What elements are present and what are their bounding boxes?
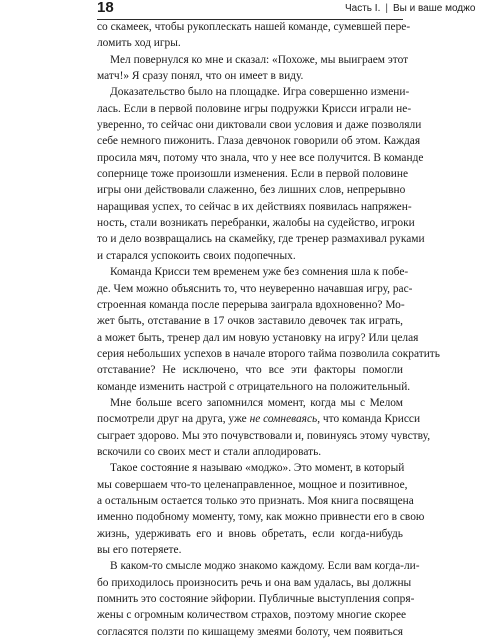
paragraph xyxy=(97,395,431,460)
text-line: ломить ход игры. xyxy=(97,37,181,50)
running-head-separator: | xyxy=(385,3,388,14)
emphasis: не сомневаясь xyxy=(249,413,318,426)
text-line: В каком-то смысле моджо знакомо каждому. Если вам когда-ли- xyxy=(110,560,420,573)
page-number: 18 xyxy=(97,0,114,16)
text-line: уверенно, то сейчас они диктовали свои условия и даже позволяли xyxy=(97,119,422,132)
text-line: себе немного пижонить. Глаза девчонок говорили об этом. Каждая xyxy=(97,135,421,148)
text-line: сопернице тоже произошли изменения. Если в первой половине xyxy=(97,168,409,181)
text-line: Мне больше всего запомнился момент, когда мы с Мелом xyxy=(110,396,403,409)
text-line: серия небольших успехов в начале второго тайма позволила сократить xyxy=(97,347,440,360)
text-line: со скамеек, чтобы рукоплескать нашей команде, сумевшей пере- xyxy=(97,21,411,33)
text-line: игры они действовали слаженно, без лишних слов, непрерывно xyxy=(97,184,406,197)
text-line: отставание? Не исключено, что все эти факторы помогли xyxy=(97,364,403,377)
text-line: то и дело возвращались на скамейку, где тренер размахивал руками xyxy=(97,233,425,246)
text-line: лась. Если в первой половине игры подружки Крисси играли не- xyxy=(97,102,412,115)
running-head xyxy=(345,3,475,14)
text-line: и старался успокоить своих подопечных. xyxy=(97,249,296,262)
text-line: де. Чем можно объяснить то, что неуверенно начавшая игру, рас- xyxy=(97,282,413,295)
text-line: а может быть, тренер дал им новую установку на игру? Или целая xyxy=(97,331,419,344)
text-line: строенная команда после перерыва заиграла вдохновенно? Мо- xyxy=(97,298,405,311)
text-line: согласятся ползти по кишащему змеями болоту, чем появиться xyxy=(97,625,403,638)
running-head-chapter: Вы и ваше моджо xyxy=(392,3,476,14)
paragraph xyxy=(97,460,425,558)
text-line: ность, стали возникать перебранки, жалобы на судейство, игроки xyxy=(97,217,415,230)
running-head-part: Часть I. xyxy=(345,3,381,14)
text-line: именно подобному моменту, тому, как можно привнести его в свою xyxy=(97,511,425,524)
text-line: жены с огромным количеством страхов, поэтому многие скорее xyxy=(97,609,407,622)
text-line: помнить это состояние эйфории. Публичные выступления сопря- xyxy=(97,593,415,606)
body-text xyxy=(97,19,440,640)
text-line: посмотрели друг на друга, уже не сомневаясь, что команда Крисси xyxy=(97,413,421,426)
paragraph xyxy=(97,558,420,640)
paragraph xyxy=(97,84,425,264)
text-line: бо приходилось произносить речь и она вам удалась, вы должны xyxy=(97,576,412,589)
text-line: команде изменить настрой с отрицательного на положительный. xyxy=(97,380,411,393)
text-line: вы его потеряете. xyxy=(97,544,182,556)
paragraph xyxy=(97,264,440,395)
text-line: просила мяч, потому что знала, что у нее все получится. В команде xyxy=(97,151,424,164)
text-line: а остальным остается только это признать. Моя книга посвящена xyxy=(97,494,414,507)
text-line: Доказательство было на площадке. Игра совершенно измени- xyxy=(110,86,410,99)
paragraph xyxy=(97,19,411,52)
text-line: матч!» Я сразу понял, что он имеет в виду. xyxy=(97,70,304,83)
paragraph xyxy=(97,52,409,85)
text-line: жет быть, отставание в 17 очков заставило девочек так играть, xyxy=(97,315,403,328)
text-line: Такое состояние я называю «моджо». Это момент, в который xyxy=(110,462,405,475)
page-header xyxy=(97,0,476,18)
text-line: вскочили со своих мест и стали аплодировать. xyxy=(97,445,322,458)
text-line: мы совершаем что-то целенаправленное, мощное и позитивное, xyxy=(97,478,408,491)
text-line: наращивая успех, то сейчас в их действиях появилась напряжен- xyxy=(97,200,412,213)
text-line: Мел повернулся ко мне и сказал: «Похоже, мы выиграем этот xyxy=(110,53,409,66)
text-line: жизнь, удерживать его и вновь обретать, если когда-нибудь xyxy=(97,527,403,540)
text-line: сыграет здорово. Мы это почувствовали и, повинуясь этому чувству, xyxy=(97,429,431,442)
text-line: Команда Крисси тем временем уже без сомнения шла к побе- xyxy=(110,266,409,279)
